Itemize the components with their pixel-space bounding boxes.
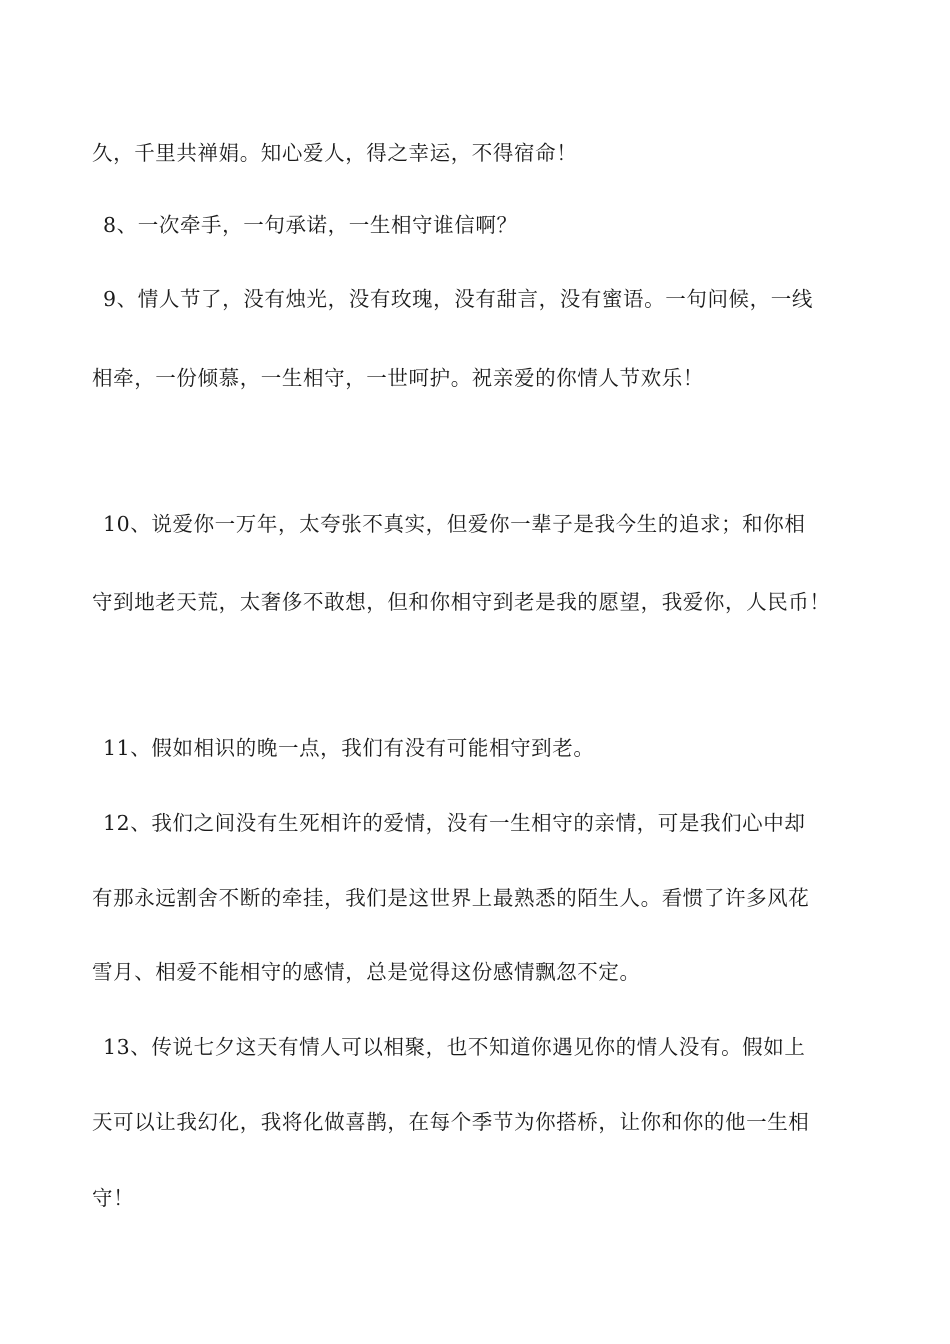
text-line: 8、一次牵手，一句承诺，一生相守谁信啊？ — [103, 213, 518, 237]
text-line: 10、说爱你一万年，太夸张不真实，但爱你一辈子是我今生的追求；和你相 — [103, 512, 806, 536]
text-line: 有那永远割舍不断的牵挂，我们是这世界上最熟悉的陌生人。看惯了许多风花 — [92, 886, 810, 910]
text-line: 12、我们之间没有生死相许的爱情，没有一生相守的亲情，可是我们心中却 — [103, 811, 806, 835]
text-line: 11、假如相识的晚一点，我们有没有可能相守到老。 — [103, 736, 595, 760]
text-line: 13、传说七夕这天有情人可以相聚，也不知道你遇见你的情人没有。假如上 — [103, 1035, 806, 1059]
text-line: 相牵，一份倾慕，一生相守，一世呵护。祝亲爱的你情人节欢乐！ — [92, 366, 704, 390]
text-line: 9、情人节了，没有烛光，没有玫瑰，没有甜言，没有蜜语。一句问候，一线 — [103, 287, 813, 311]
text-line: 守！ — [92, 1186, 135, 1210]
text-line: 守到地老天荒，太奢侈不敢想，但和你相守到老是我的愿望，我爱你，人民币！ — [92, 590, 831, 614]
text-line: 雪月、相爱不能相守的感情，总是觉得这份感情飘忽不定。 — [92, 960, 641, 984]
text-line: 久，千里共禅娟。知心爱人，得之幸运，不得宿命！ — [92, 141, 578, 165]
text-line: 天可以让我幻化，我将化做喜鹊，在每个季节为你搭桥，让你和你的他一生相 — [92, 1110, 810, 1134]
